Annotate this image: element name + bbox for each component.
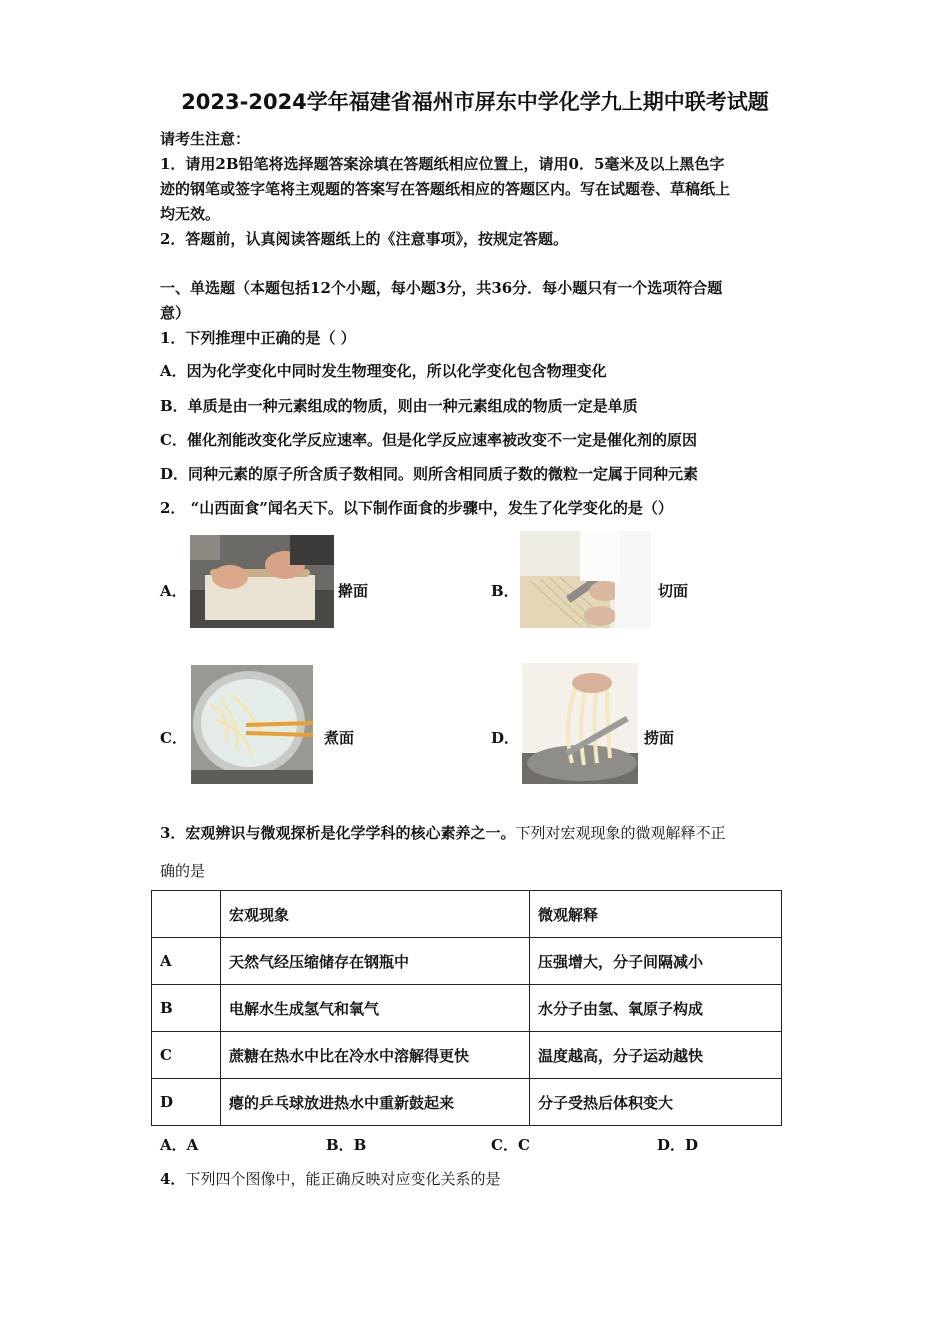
q2-option-a-label: 擀面: [338, 582, 369, 600]
q1-stem: 1．下列推理中正确的是（ ）: [160, 329, 356, 347]
table-cell: A: [152, 938, 221, 985]
q3-answer-d: D．D: [657, 1136, 699, 1154]
q4-number: 4．: [160, 1170, 186, 1188]
q2-option-b-letter: B．: [491, 582, 519, 600]
notice-line: 迹的钢笔或签字笔将主观题的答案写在答题纸相应的答题区内。写在试题卷、草稿纸上: [160, 180, 731, 198]
table-header-row: [152, 891, 782, 938]
q3-stem-normal: 下列对宏观现象的微观解释不正: [515, 824, 726, 842]
q2-option-c-label: 煮面: [324, 729, 355, 747]
table-header-cell: 微观解释: [530, 891, 782, 938]
boiling-noodles-photo: [191, 665, 313, 784]
q1-option-c: C．催化剂能改变化学反应速率。但是化学反应速率被改变不一定是催化剂的原因: [160, 431, 697, 449]
q3-answer-b: B．B: [326, 1136, 367, 1154]
table-cell: 蔗糖在热水中比在冷水中溶解得更快: [221, 1032, 530, 1079]
q3-stem-bold: 3．宏观辨识与微观探析是化学学科的核心素养之一。: [160, 824, 516, 842]
q3-answer-a: A．A: [160, 1136, 199, 1154]
table-cell: 天然气经压缩储存在钢瓶中: [221, 938, 530, 985]
page-title: 2023-2024学年福建省福州市屏东中学化学九上期中联考试题: [181, 90, 769, 114]
q2-option-d-letter: D．: [491, 729, 520, 747]
table-row: [152, 1032, 782, 1079]
table-row: [152, 985, 782, 1032]
q4-stem: [160, 1168, 500, 1189]
section-heading: 一、单选题（本题包括12个小题，每小题3分，共36分．每小题只有一个选项符合题: [160, 279, 723, 297]
scooping-noodles-photo: [522, 663, 638, 784]
table-cell: B: [152, 985, 221, 1032]
table-row: [152, 1079, 782, 1126]
q2-stem: 2． “山西面食”闻名天下。以下制作面食的步骤中，发生了化学变化的是（）: [160, 499, 673, 517]
q2-option-b-label: 切面: [658, 582, 689, 600]
q4-stem-text: 下列四个图像中，能正确反映对应变化关系的是: [185, 1170, 501, 1188]
q1-option-a: A．因为化学变化中同时发生物理变化，所以化学变化包含物理变化: [160, 362, 607, 380]
table-row: [152, 938, 782, 985]
cutting-noodles-photo: [520, 531, 651, 628]
q1-option-b: B．单质是由一种元素组成的物质，则由一种元素组成的物质一定是单质: [160, 397, 638, 415]
table-cell: 温度越高，分子运动越快: [530, 1032, 782, 1079]
q3-stem: [160, 822, 725, 843]
table-cell: 分子受热后体积变大: [530, 1079, 782, 1126]
table-cell: 压强增大，分子间隔减小: [530, 938, 782, 985]
notice-line: 1．请用2B铅笔将选择题答案涂填在答题纸相应位置上，请用0．5毫米及以上黑色字: [160, 155, 725, 173]
table-cell: 瘪的乒乓球放进热水中重新鼓起来: [221, 1079, 530, 1126]
q3-stem-continued: 确的是: [160, 862, 206, 880]
q3-answer-c: C．C: [491, 1136, 530, 1154]
table-cell: 水分子由氢、氧原子构成: [530, 985, 782, 1032]
q3-table: [151, 890, 782, 1126]
q2-option-d-label: 捞面: [644, 729, 675, 747]
notice-heading: 请考生注意：: [160, 130, 251, 148]
q1-option-d: D．同种元素的原子所含质子数相同。则所含相同质子数的微粒一定属于同种元素: [160, 465, 699, 483]
q2-option-a-letter: A．: [160, 582, 187, 600]
rolling-dough-photo: [190, 535, 334, 628]
notice-line: 2．答题前，认真阅读答题纸上的《注意事项》，按规定答题。: [160, 230, 568, 248]
q2-option-c-letter: C．: [160, 729, 187, 747]
table-cell: C: [152, 1032, 221, 1079]
table-header-cell: 宏观现象: [221, 891, 530, 938]
notice-line: 均无效。: [160, 205, 221, 223]
section-heading: 意）: [160, 304, 191, 322]
table-cell: 电解水生成氢气和氧气: [221, 985, 530, 1032]
table-cell: D: [152, 1079, 221, 1126]
table-header-cell: [152, 891, 221, 938]
